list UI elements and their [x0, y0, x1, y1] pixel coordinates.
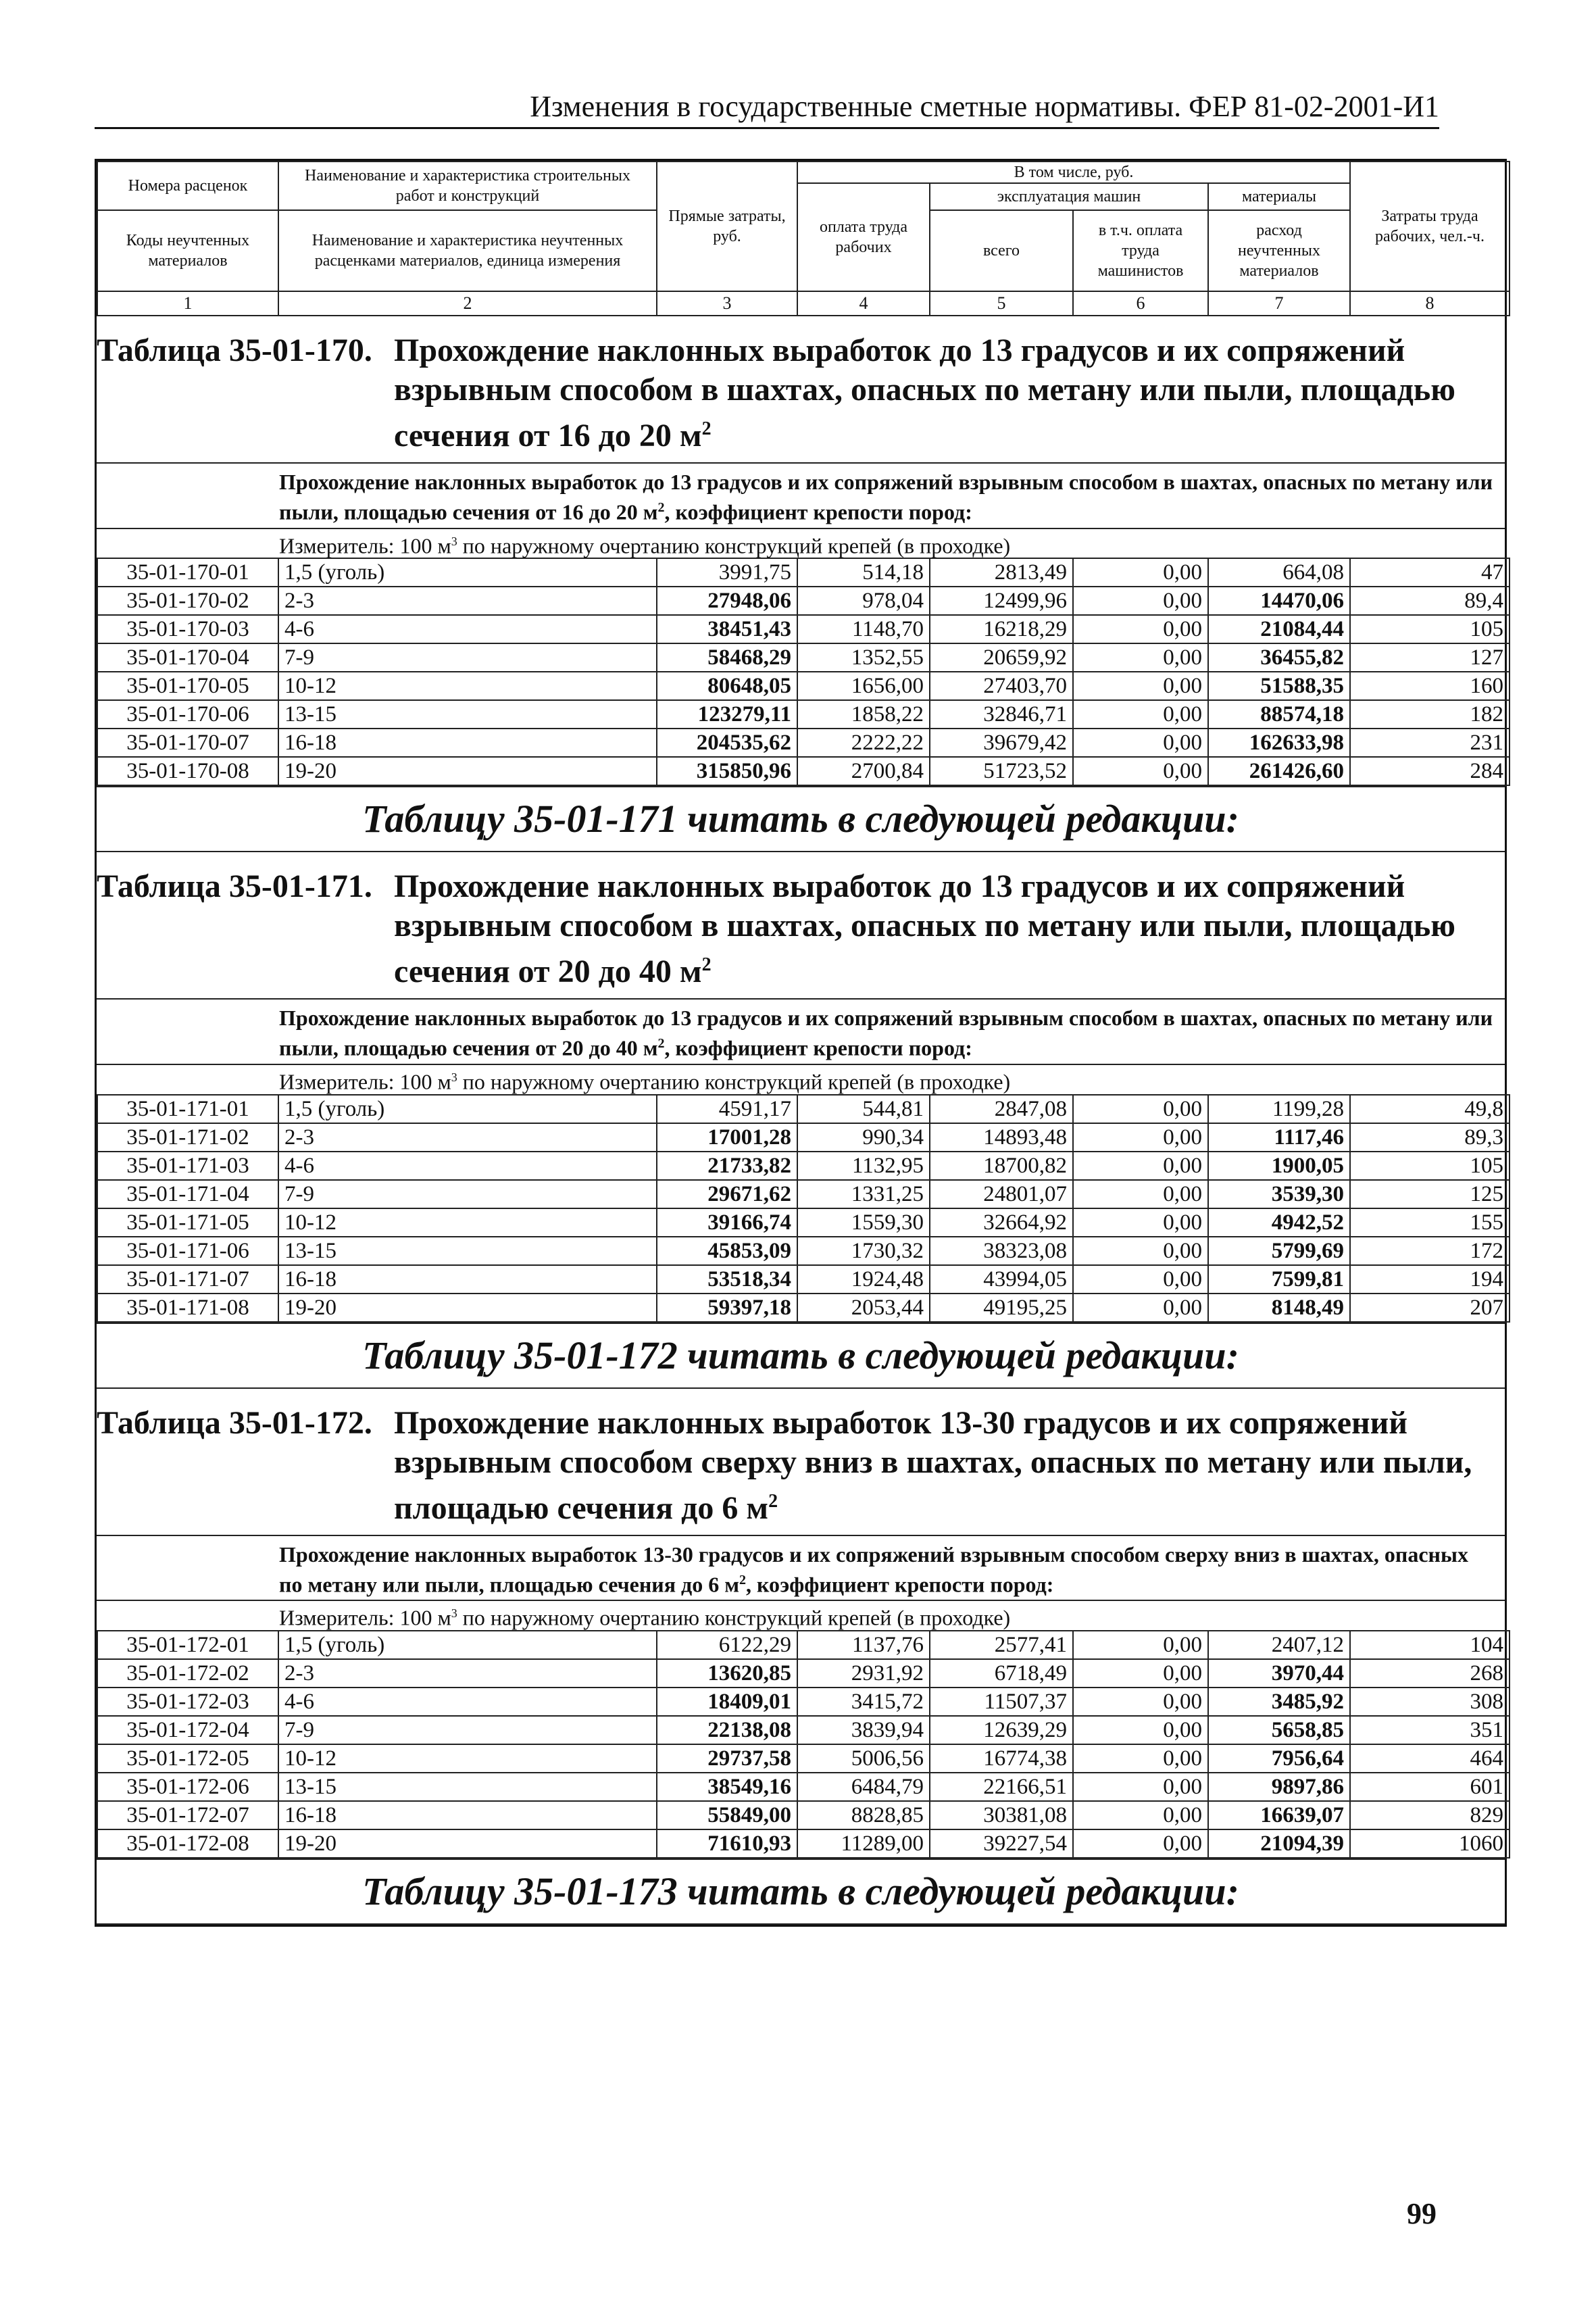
cell-rock-hardness: 7-9	[278, 1180, 657, 1208]
cell-rate-code: 35-01-170-03	[97, 615, 278, 643]
cell-rate-code: 35-01-171-08	[97, 1294, 278, 1322]
cell-rock-hardness: 10-12	[278, 1744, 657, 1773]
cell-machines-total: 49195,25	[930, 1294, 1073, 1322]
norms-document	[95, 159, 1507, 1927]
cell-materials: 36455,82	[1208, 643, 1350, 672]
work-description	[97, 1535, 1505, 1600]
cell-machines-labor: 0,00	[1073, 1095, 1208, 1123]
cell-labor-pay: 1148,70	[797, 615, 930, 643]
cell-materials: 1900,05	[1208, 1152, 1350, 1180]
cell-rate-code: 35-01-170-08	[97, 757, 278, 785]
cell-labor-hours: 284	[1350, 757, 1510, 785]
cell-rate-code: 35-01-171-06	[97, 1237, 278, 1265]
unit-of-measure	[97, 1064, 1505, 1094]
cell-machines-labor: 0,00	[1073, 643, 1208, 672]
cell-rock-hardness: 10-12	[278, 1208, 657, 1237]
cell-machines-labor: 0,00	[1073, 1801, 1208, 1829]
table-title	[97, 852, 1505, 998]
table-row	[97, 615, 1510, 643]
cell-materials: 3539,30	[1208, 1180, 1350, 1208]
cell-rate-code: 35-01-171-05	[97, 1208, 278, 1237]
header-materials-sub: расход неучтенных материалов	[1208, 210, 1350, 291]
cell-direct-costs: 71610,93	[657, 1829, 797, 1858]
cell-direct-costs: 204535,62	[657, 729, 797, 757]
cell-rate-code: 35-01-170-04	[97, 643, 278, 672]
cell-materials: 4942,52	[1208, 1208, 1350, 1237]
cell-direct-costs: 38549,16	[657, 1773, 797, 1801]
cell-rock-hardness: 13-15	[278, 1773, 657, 1801]
work-description-text: Прохождение наклонных выработок до 13 градусов и их сопряжений взрывным способом в шахтах, опасных по метану или пыли, площадью сечения от 16 до 20 м	[279, 470, 1493, 524]
cell-direct-costs: 29737,58	[657, 1744, 797, 1773]
cell-labor-pay: 544,81	[797, 1095, 930, 1123]
cell-machines-labor: 0,00	[1073, 587, 1208, 615]
cell-machines-labor: 0,00	[1073, 1152, 1208, 1180]
cell-materials: 1199,28	[1208, 1095, 1350, 1123]
table-row	[97, 1631, 1510, 1659]
cell-machines-labor: 0,00	[1073, 1631, 1208, 1659]
cell-labor-hours: 125	[1350, 1180, 1510, 1208]
header-machines-total: всего	[930, 210, 1073, 291]
work-description-sup: 2	[657, 1036, 665, 1052]
cell-rate-code: 35-01-171-03	[97, 1152, 278, 1180]
table-row	[97, 1265, 1510, 1294]
cell-rate-code: 35-01-170-06	[97, 700, 278, 729]
unit-of-measure	[97, 528, 1505, 558]
cell-rock-hardness: 1,5 (уголь)	[278, 1095, 657, 1123]
cell-direct-costs: 39166,74	[657, 1208, 797, 1237]
cell-machines-labor: 0,00	[1073, 1237, 1208, 1265]
cell-materials: 7956,64	[1208, 1744, 1350, 1773]
cell-labor-pay: 2700,84	[797, 757, 930, 785]
cell-machines-total: 51723,52	[930, 757, 1073, 785]
cell-direct-costs: 17001,28	[657, 1123, 797, 1152]
table-row	[97, 1180, 1510, 1208]
unit-of-measure-text: Измеритель: 100 м	[279, 533, 451, 558]
cell-labor-hours: 104	[1350, 1631, 1510, 1659]
cell-direct-costs: 53518,34	[657, 1265, 797, 1294]
cell-direct-costs: 29671,62	[657, 1180, 797, 1208]
cell-direct-costs: 13620,85	[657, 1659, 797, 1688]
norm-section	[97, 316, 1505, 852]
cell-labor-pay: 1924,48	[797, 1265, 930, 1294]
cell-rate-code: 35-01-172-02	[97, 1659, 278, 1688]
cell-labor-pay: 978,04	[797, 587, 930, 615]
cell-rate-code: 35-01-171-07	[97, 1265, 278, 1294]
cell-labor-hours: 268	[1350, 1659, 1510, 1688]
cell-rate-code: 35-01-172-06	[97, 1773, 278, 1801]
cell-labor-pay: 5006,56	[797, 1744, 930, 1773]
column-number: 6	[1073, 291, 1208, 316]
table-title	[97, 316, 1505, 462]
cell-machines-labor: 0,00	[1073, 1829, 1208, 1858]
cell-labor-pay: 1352,55	[797, 643, 930, 672]
cell-direct-costs: 45853,09	[657, 1237, 797, 1265]
cell-machines-total: 43994,05	[930, 1265, 1073, 1294]
norm-section	[97, 852, 1505, 1388]
cell-labor-hours: 829	[1350, 1801, 1510, 1829]
table-title	[97, 1389, 1505, 1535]
table-title-number: Таблица 35-01-170.	[97, 333, 372, 368]
table-title-text	[394, 331, 1475, 456]
cell-machines-labor: 0,00	[1073, 1123, 1208, 1152]
cell-labor-pay: 1858,22	[797, 700, 930, 729]
cell-machines-total: 39227,54	[930, 1829, 1073, 1858]
table-row	[97, 1773, 1510, 1801]
redaction-note: Таблицу 35-01-171 читать в следующей редакции:	[97, 786, 1505, 852]
cell-machines-labor: 0,00	[1073, 1180, 1208, 1208]
cell-machines-total: 22166,51	[930, 1773, 1073, 1801]
table-row	[97, 1801, 1510, 1829]
cell-machines-labor: 0,00	[1073, 615, 1208, 643]
cell-labor-hours: 89,4	[1350, 587, 1510, 615]
cell-rate-code: 35-01-172-01	[97, 1631, 278, 1659]
cell-direct-costs: 315850,96	[657, 757, 797, 785]
cell-materials: 51588,35	[1208, 672, 1350, 700]
cell-direct-costs: 55849,00	[657, 1801, 797, 1829]
table-title-text	[394, 1404, 1475, 1528]
cell-rate-code: 35-01-172-08	[97, 1829, 278, 1858]
cell-rate-code: 35-01-170-02	[97, 587, 278, 615]
header-col1-bottom: Коды неучтенных материалов	[97, 210, 278, 291]
table-row	[97, 1294, 1510, 1322]
header-col2-bottom: Наименование и характеристика неучтенных расценками материалов, единица измерения	[278, 210, 657, 291]
cell-rock-hardness: 7-9	[278, 1716, 657, 1744]
header-machines: эксплуатация машин	[930, 183, 1208, 210]
table-title-text	[394, 867, 1475, 991]
header-col1-top: Номера расценок	[97, 162, 278, 210]
table-title-main: Прохождение наклонных выработок до 13 градусов и их сопряжений взрывным способом в шахтах, опасных по метану или пыли, площадью сечения от 16 до 20 м	[394, 333, 1455, 453]
cell-labor-hours: 194	[1350, 1265, 1510, 1294]
header-direct-costs: Прямые затраты, руб.	[657, 162, 797, 291]
work-description-text: Прохождение наклонных выработок 13-30 градусов и их сопряжений взрывным способом сверху вниз в шахтах, опасных по метану или пыли, площадью сечения до 6 м	[279, 1542, 1468, 1597]
cell-rock-hardness: 1,5 (уголь)	[278, 1631, 657, 1659]
unit-of-measure-sup: 3	[451, 1606, 457, 1621]
cell-rock-hardness: 16-18	[278, 1265, 657, 1294]
cell-direct-costs: 80648,05	[657, 672, 797, 700]
table-row	[97, 700, 1510, 729]
cell-materials: 88574,18	[1208, 700, 1350, 729]
cell-rate-code: 35-01-172-05	[97, 1744, 278, 1773]
cell-machines-total: 32846,71	[930, 700, 1073, 729]
work-description-sup: 2	[739, 1572, 747, 1587]
cell-labor-pay: 6484,79	[797, 1773, 930, 1801]
work-description-tail: , коэффициент крепости пород:	[664, 499, 972, 524]
cell-labor-hours: 207	[1350, 1294, 1510, 1322]
cell-labor-pay: 1730,32	[797, 1237, 930, 1265]
running-title: Изменения в государственные сметные нормативы. ФЕР 81-02-2001-И1	[95, 87, 1439, 129]
cell-machines-labor: 0,00	[1073, 1659, 1208, 1688]
cell-direct-costs: 18409,01	[657, 1688, 797, 1716]
work-description-text: Прохождение наклонных выработок до 13 градусов и их сопряжений взрывным способом в шахтах, опасных по метану или пыли, площадью сечения от 20 до 40 м	[279, 1006, 1493, 1060]
cell-labor-pay: 3839,94	[797, 1716, 930, 1744]
cell-labor-hours: 105	[1350, 1152, 1510, 1180]
cell-machines-labor: 0,00	[1073, 672, 1208, 700]
table-title-main: Прохождение наклонных выработок 13-30 градусов и их сопряжений взрывным способом сверху вниз в шахтах, опасных по метану или пыли, площадью сечения до 6 м	[394, 1404, 1472, 1526]
cell-rate-code: 35-01-172-03	[97, 1688, 278, 1716]
unit-of-measure-text: Измеритель: 100 м	[279, 1069, 451, 1094]
cell-rate-code: 35-01-171-01	[97, 1095, 278, 1123]
cell-direct-costs: 22138,08	[657, 1716, 797, 1744]
column-number: 1	[97, 291, 278, 316]
cell-direct-costs: 27948,06	[657, 587, 797, 615]
work-description-tail: , коэффициент крепости пород:	[746, 1572, 1054, 1597]
table-title-main: Прохождение наклонных выработок до 13 градусов и их сопряжений взрывным способом в шахтах, опасных по метану или пыли, площадью сечения от 20 до 40 м	[394, 868, 1455, 990]
cell-direct-costs: 21733,82	[657, 1152, 797, 1180]
unit-of-measure-tail: по наружному очертанию конструкций крепей (в проходке)	[457, 1605, 1011, 1630]
cell-rock-hardness: 19-20	[278, 1294, 657, 1322]
cell-machines-labor: 0,00	[1073, 729, 1208, 757]
table-row	[97, 1744, 1510, 1773]
cell-rate-code: 35-01-172-04	[97, 1716, 278, 1744]
cell-materials: 5658,85	[1208, 1716, 1350, 1744]
cell-rock-hardness: 13-15	[278, 700, 657, 729]
table-row	[97, 1095, 1510, 1123]
cell-labor-hours: 49,8	[1350, 1095, 1510, 1123]
cell-rock-hardness: 16-18	[278, 729, 657, 757]
table-row	[97, 558, 1510, 587]
cell-machines-total: 12639,29	[930, 1716, 1073, 1744]
cell-materials: 9897,86	[1208, 1773, 1350, 1801]
work-description	[97, 998, 1505, 1064]
cell-rock-hardness: 2-3	[278, 587, 657, 615]
table-row	[97, 587, 1510, 615]
cell-labor-hours: 182	[1350, 700, 1510, 729]
cell-materials: 664,08	[1208, 558, 1350, 587]
column-number: 7	[1208, 291, 1350, 316]
cell-labor-hours: 308	[1350, 1688, 1510, 1716]
cell-machines-labor: 0,00	[1073, 1773, 1208, 1801]
cell-rock-hardness: 19-20	[278, 1829, 657, 1858]
table-title-sup: 2	[701, 418, 712, 439]
cell-machines-labor: 0,00	[1073, 1294, 1208, 1322]
cell-direct-costs: 59397,18	[657, 1294, 797, 1322]
cell-materials: 3970,44	[1208, 1659, 1350, 1688]
cell-machines-labor: 0,00	[1073, 757, 1208, 785]
cell-materials: 8148,49	[1208, 1294, 1350, 1322]
cell-machines-total: 12499,96	[930, 587, 1073, 615]
unit-of-measure-sup: 3	[451, 534, 457, 548]
cell-labor-hours: 127	[1350, 643, 1510, 672]
cell-labor-pay: 2931,92	[797, 1659, 930, 1688]
cell-materials: 162633,98	[1208, 729, 1350, 757]
table-row	[97, 1829, 1510, 1858]
norm-section	[97, 1389, 1505, 1925]
table-title-number: Таблица 35-01-172.	[97, 1404, 372, 1441]
cell-machines-total: 18700,82	[930, 1152, 1073, 1180]
cell-labor-pay: 2222,22	[797, 729, 930, 757]
cell-materials: 5799,69	[1208, 1237, 1350, 1265]
column-number: 5	[930, 291, 1073, 316]
unit-of-measure	[97, 1600, 1505, 1630]
table-row	[97, 1688, 1510, 1716]
cell-rate-code: 35-01-172-07	[97, 1801, 278, 1829]
cell-machines-total: 38323,08	[930, 1237, 1073, 1265]
cell-materials: 261426,60	[1208, 757, 1350, 785]
cell-machines-total: 11507,37	[930, 1688, 1073, 1716]
redaction-note: Таблицу 35-01-173 читать в следующей редакции:	[97, 1858, 1505, 1925]
redaction-note: Таблицу 35-01-172 читать в следующей редакции:	[97, 1323, 1505, 1389]
cell-labor-hours: 47	[1350, 558, 1510, 587]
cell-machines-total: 39679,42	[930, 729, 1073, 757]
cell-labor-hours: 89,3	[1350, 1123, 1510, 1152]
cell-materials: 21084,44	[1208, 615, 1350, 643]
unit-of-measure-tail: по наружному очертанию конструкций крепей (в проходке)	[457, 1069, 1011, 1094]
table-row	[97, 1237, 1510, 1265]
table-title-number: Таблица 35-01-171.	[97, 868, 372, 905]
unit-of-measure-text: Измеритель: 100 м	[279, 1605, 451, 1630]
cell-labor-pay: 1656,00	[797, 672, 930, 700]
cell-labor-pay: 1331,25	[797, 1180, 930, 1208]
table-row	[97, 672, 1510, 700]
cell-rock-hardness: 19-20	[278, 757, 657, 785]
column-number: 4	[797, 291, 930, 316]
table-title-sup: 2	[768, 1490, 778, 1512]
cell-rock-hardness: 2-3	[278, 1123, 657, 1152]
cell-labor-hours: 1060	[1350, 1829, 1510, 1858]
page-number: 99	[1407, 2197, 1437, 2230]
header-machines-labor: в т.ч. оплата труда машинистов	[1073, 210, 1208, 291]
table-row	[97, 729, 1510, 757]
cell-materials: 16639,07	[1208, 1801, 1350, 1829]
cell-machines-labor: 0,00	[1073, 1208, 1208, 1237]
cell-labor-hours: 601	[1350, 1773, 1510, 1801]
header-labor-cost: Затраты труда рабочих, чел.-ч.	[1350, 162, 1510, 291]
header-col2-top: Наименование и характеристика строительных работ и конструкций	[278, 162, 657, 210]
work-description-tail: , коэффициент крепости пород:	[664, 1035, 972, 1060]
header-labor-pay: оплата труда рабочих	[797, 183, 930, 291]
cell-machines-total: 2847,08	[930, 1095, 1073, 1123]
table-row	[97, 757, 1510, 785]
column-number: 3	[657, 291, 797, 316]
cell-materials: 21094,39	[1208, 1829, 1350, 1858]
cell-materials: 3485,92	[1208, 1688, 1350, 1716]
cell-labor-hours: 464	[1350, 1744, 1510, 1773]
cell-materials: 14470,06	[1208, 587, 1350, 615]
cell-rock-hardness: 13-15	[278, 1237, 657, 1265]
cell-rock-hardness: 4-6	[278, 1152, 657, 1180]
cell-materials: 1117,46	[1208, 1123, 1350, 1152]
cell-machines-total: 20659,92	[930, 643, 1073, 672]
cell-rock-hardness: 4-6	[278, 1688, 657, 1716]
cell-materials: 2407,12	[1208, 1631, 1350, 1659]
cell-materials: 7599,81	[1208, 1265, 1350, 1294]
cell-rate-code: 35-01-170-07	[97, 729, 278, 757]
column-number-row	[97, 291, 1510, 316]
cell-machines-labor: 0,00	[1073, 700, 1208, 729]
cell-direct-costs: 6122,29	[657, 1631, 797, 1659]
cell-machines-labor: 0,00	[1073, 1265, 1208, 1294]
column-number: 8	[1350, 291, 1510, 316]
cell-labor-pay: 11289,00	[797, 1829, 930, 1858]
cell-rock-hardness: 7-9	[278, 643, 657, 672]
cell-labor-pay: 514,18	[797, 558, 930, 587]
cell-rock-hardness: 1,5 (уголь)	[278, 558, 657, 587]
column-header-table	[97, 161, 1510, 316]
cell-machines-total: 14893,48	[930, 1123, 1073, 1152]
cell-labor-hours: 160	[1350, 672, 1510, 700]
cell-labor-pay: 2053,44	[797, 1294, 930, 1322]
cell-labor-pay: 1132,95	[797, 1152, 930, 1180]
cell-labor-hours: 172	[1350, 1237, 1510, 1265]
cell-machines-labor: 0,00	[1073, 558, 1208, 587]
cell-labor-pay: 3415,72	[797, 1688, 930, 1716]
table-row	[97, 1208, 1510, 1237]
cell-labor-pay: 8828,85	[797, 1801, 930, 1829]
cell-direct-costs: 4591,17	[657, 1095, 797, 1123]
table-row	[97, 1123, 1510, 1152]
header-in-total: В том числе, руб.	[797, 162, 1350, 183]
rates-table	[97, 1094, 1510, 1323]
work-description	[97, 462, 1505, 528]
cell-direct-costs: 58468,29	[657, 643, 797, 672]
column-number: 2	[278, 291, 657, 316]
work-description-sup: 2	[657, 500, 665, 515]
cell-rate-code: 35-01-171-04	[97, 1180, 278, 1208]
rates-table	[97, 558, 1510, 786]
cell-machines-labor: 0,00	[1073, 1716, 1208, 1744]
cell-rate-code: 35-01-170-05	[97, 672, 278, 700]
unit-of-measure-sup: 3	[451, 1070, 457, 1084]
cell-machines-total: 16218,29	[930, 615, 1073, 643]
cell-machines-total: 2577,41	[930, 1631, 1073, 1659]
cell-machines-total: 2813,49	[930, 558, 1073, 587]
cell-labor-hours: 351	[1350, 1716, 1510, 1744]
cell-machines-total: 24801,07	[930, 1180, 1073, 1208]
cell-rock-hardness: 16-18	[278, 1801, 657, 1829]
cell-labor-pay: 1559,30	[797, 1208, 930, 1237]
table-row	[97, 1152, 1510, 1180]
table-row	[97, 1716, 1510, 1744]
cell-labor-hours: 105	[1350, 615, 1510, 643]
cell-rock-hardness: 10-12	[278, 672, 657, 700]
cell-labor-pay: 990,34	[797, 1123, 930, 1152]
table-row	[97, 1659, 1510, 1688]
cell-direct-costs: 38451,43	[657, 615, 797, 643]
cell-labor-hours: 155	[1350, 1208, 1510, 1237]
cell-direct-costs: 123279,11	[657, 700, 797, 729]
header-materials: материалы	[1208, 183, 1350, 210]
cell-machines-total: 27403,70	[930, 672, 1073, 700]
table-title-sup: 2	[701, 954, 712, 976]
cell-machines-total: 16774,38	[930, 1744, 1073, 1773]
cell-machines-total: 6718,49	[930, 1659, 1073, 1688]
cell-labor-hours: 231	[1350, 729, 1510, 757]
cell-machines-labor: 0,00	[1073, 1744, 1208, 1773]
unit-of-measure-tail: по наружному очертанию конструкций крепей (в проходке)	[457, 533, 1011, 558]
table-row	[97, 643, 1510, 672]
cell-machines-labor: 0,00	[1073, 1688, 1208, 1716]
cell-rock-hardness: 4-6	[278, 615, 657, 643]
rates-table	[97, 1630, 1510, 1858]
cell-rate-code: 35-01-171-02	[97, 1123, 278, 1152]
cell-machines-total: 32664,92	[930, 1208, 1073, 1237]
cell-rock-hardness: 2-3	[278, 1659, 657, 1688]
cell-direct-costs: 3991,75	[657, 558, 797, 587]
cell-machines-total: 30381,08	[930, 1801, 1073, 1829]
cell-labor-pay: 1137,76	[797, 1631, 930, 1659]
cell-rate-code: 35-01-170-01	[97, 558, 278, 587]
